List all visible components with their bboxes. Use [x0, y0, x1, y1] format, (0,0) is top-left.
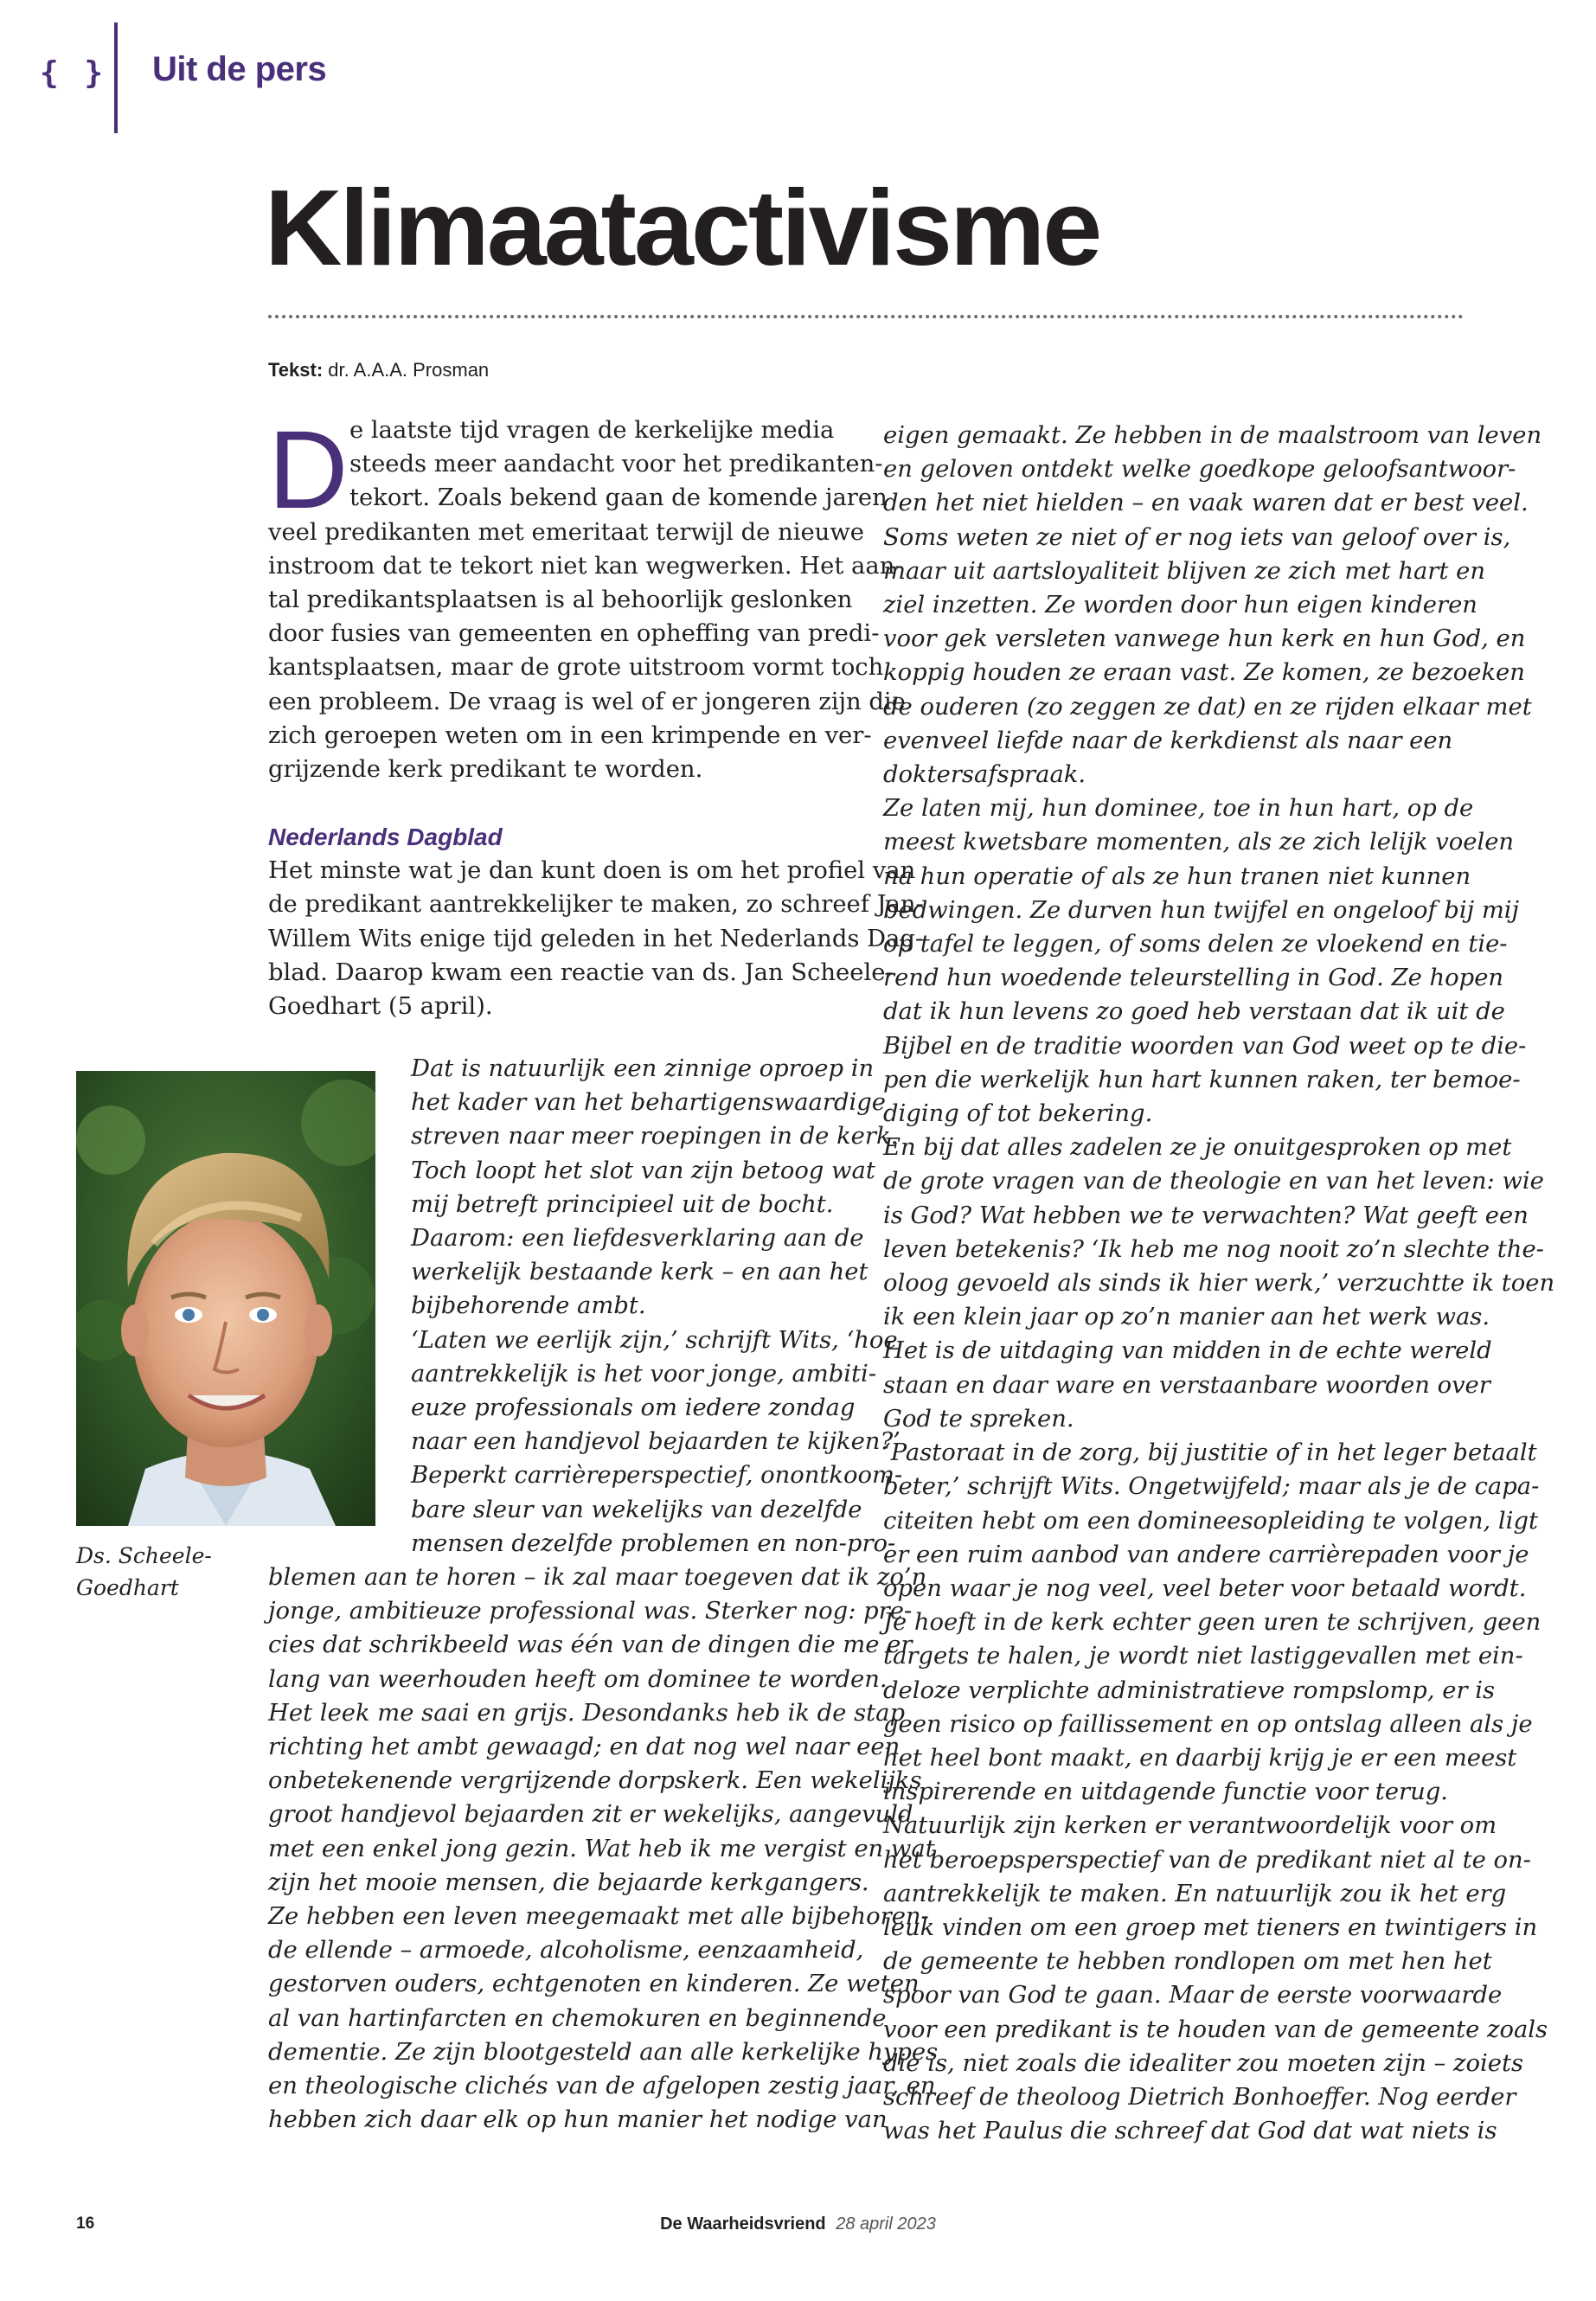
right-column-line: rend hun woedende teleurstelling in God. Ze hopen — [883, 965, 1504, 992]
right-column-line: pen die werkelijk hun hart kunnen raken, ter bemoe- — [883, 1066, 1521, 1093]
right-column-line: was het Paulus die schreef dat God dat wat niets is — [883, 2118, 1497, 2145]
intro-line: kantsplaatsen, maar de grote uitstroom vormt toch — [268, 654, 884, 682]
right-column-line: de ouderen (zo zeggen ze dat) en ze rijden elkaar met — [883, 693, 1532, 721]
right-column-line: doktersafspraak. — [883, 761, 1086, 789]
quote-line: jonge, ambitieuze professional was. Sterker nog: pre- — [268, 1598, 913, 1625]
para2-line: Het minste wat je dan kunt doen is om het profiel van — [268, 857, 916, 885]
right-column-line: open waar je nog veel, veel beter voor betaald wordt. — [883, 1574, 1527, 1602]
article-title: Klimaatactivisme — [265, 169, 1100, 288]
quote-line: het kader van het behartigenswaardige — [411, 1089, 887, 1117]
intro-paragraph — [268, 516, 906, 787]
right-column-line: oloog gevoeld als sinds ik hier werk,’ verzuchtte ik toen — [883, 1270, 1555, 1298]
paragraph-2 — [268, 820, 924, 1023]
quote-line: bijbehorende ambt. — [411, 1292, 646, 1320]
quote-line: met een enkel jong gezin. Wat heb ik me vergist en wat — [268, 1835, 935, 1862]
quote-line: Dat is natuurlijk een zinnige oproep in — [411, 1055, 875, 1082]
footer — [0, 2214, 1596, 2234]
quote-line: werkelijk bestaande kerk – en aan het — [411, 1259, 869, 1286]
subheading: Nederlands Dagblad — [268, 824, 503, 850]
right-column-line: staan en daar ware en verstaanbare woorden over — [883, 1371, 1490, 1399]
intro-line: een probleem. De vraag is wel of er jongeren zijn die — [268, 688, 906, 715]
quote-narrow — [411, 1052, 902, 1561]
intro-line: zich geroepen weten om in een krimpende en ver- — [268, 721, 872, 749]
quote-line: gestorven ouders, echtgenoten en kinderen. Ze weten — [268, 1971, 920, 1998]
caption-line: Goedhart — [76, 1575, 179, 1600]
quote-line: aantrekkelijk is het voor jonge, ambiti- — [411, 1360, 877, 1388]
byline-author: dr. A.A.A. Prosman — [328, 359, 490, 381]
right-column-line: ‘Pastoraat in de zorg, bij justitie of in het leger betaalt — [883, 1439, 1537, 1467]
quote-line: dementie. Ze zijn blootgesteld aan alle kerkelijke hypes — [268, 2038, 939, 2066]
right-column-line: eigen gemaakt. Ze hebben in de maalstroom van leven — [883, 422, 1542, 449]
intro-indented — [349, 413, 888, 516]
para2-line: blad. Daarop kwam een reactie van ds. Jan Scheele- — [268, 958, 894, 986]
right-column-line: targets te halen, je wordt niet lastiggevallen met ein- — [883, 1643, 1523, 1670]
intro-line: door fusies van gemeenten en opheffing van predi- — [268, 620, 880, 648]
quote-line: Ze hebben een leven meegemaakt met alle bijbehoren- — [268, 1903, 929, 1931]
right-column-line: na hun operatie of als ze hun tranen niet kunnen — [883, 862, 1471, 890]
caption-line: Ds. Scheele- — [76, 1543, 212, 1568]
right-column-line: ziel inzetten. Ze worden door hun eigen kinderen — [883, 592, 1477, 619]
right-column-line: Je hoeft in de kerk echter geen uren te schrijven, geen — [883, 1609, 1542, 1637]
drop-cap: D — [268, 408, 349, 532]
portrait-image — [76, 1071, 375, 1526]
right-column-line: het beroepsperspectief van de predikant niet al te on- — [883, 1846, 1531, 1874]
quote-line: zijn het mooie mensen, die bejaarde kerkgangers. — [268, 1868, 869, 1896]
right-column — [883, 419, 1554, 2148]
quote-wide — [268, 1561, 938, 2137]
issue-date: 28 april 2023 — [836, 2214, 936, 2234]
quote-line: mij betreft principieel uit de bocht. — [411, 1190, 834, 1218]
photo-caption — [76, 1540, 212, 1604]
right-column-line: aantrekkelijk te maken. En natuurlijk zou ik het erg — [883, 1880, 1507, 1907]
intro-line: steeds meer aandacht voor het predikanten- — [349, 451, 883, 478]
para2-line: Goedhart (5 april). — [268, 993, 493, 1021]
right-column-line: God te spreken. — [883, 1405, 1074, 1433]
right-column-line: voor gek versleten vanwege hun kerk en hun God, en — [883, 625, 1526, 653]
right-column-line: het heel bont maakt, en daarbij krijg je er een meest — [883, 1744, 1517, 1772]
author-photo — [76, 1071, 375, 1526]
right-column-line: spoor van God te gaan. Maar de eerste voorwaarde — [883, 1982, 1503, 2009]
quote-line: de ellende – armoede, alcoholisme, eenzaamheid, — [268, 1937, 864, 1965]
intro-line: grijzende kerk predikant te worden. — [268, 756, 703, 784]
intro-line: e laatste tijd vragen de kerkelijke media — [349, 417, 835, 444]
right-column-line: geen risico op faillissement en op ontslag alleen als je — [883, 1710, 1533, 1738]
right-column-line: bedwingen. Ze durven hun twijfel en ongeloof bij mij — [883, 896, 1520, 924]
para2-line: de predikant aantrekkelijker te maken, zo schreef Jan- — [268, 891, 924, 919]
right-column-line: beter,’ schrijft Wits. Ongetwijfeld; maar als je de capa- — [883, 1473, 1540, 1501]
right-column-line: maar uit aartsloyaliteit blijven ze zich met hart en — [883, 557, 1485, 585]
section-label: Uit de pers — [152, 50, 327, 88]
quote-line: Het leek me saai en grijs. Desondanks heb ik de stap — [268, 1699, 906, 1727]
quote-line: bare sleur van wekelijks van dezelfde — [411, 1496, 862, 1523]
right-column-line: deloze verplichte administratieve rompslomp, er is — [883, 1676, 1496, 1704]
right-column-line: inspirerende en uitdagende functie voor terug. — [883, 1779, 1449, 1806]
quote-line: lang van weerhouden heeft om dominee te worden. — [268, 1665, 888, 1693]
right-column-line: de gemeente te hebben rondlopen om met hen het — [883, 1948, 1492, 1976]
right-column-line: ik een klein jaar op zo’n manier aan het werk was. — [883, 1304, 1490, 1331]
para2-line: Willem Wits enige tijd geleden in het Nederlands Dag- — [268, 925, 924, 952]
right-column-line: meest kwetsbare momenten, als ze zich lelijk voelen — [883, 829, 1515, 856]
right-column-line: evenveel liefde naar de kerkdienst als naar een — [883, 727, 1453, 754]
braces-icon: { } — [40, 55, 107, 91]
magazine-name: De Waarheidsvriend — [660, 2214, 826, 2234]
right-column-line: is God? Wat hebben we te verwachten? Wat geeft een — [883, 1202, 1529, 1229]
right-column-line: en geloven ontdekt welke goedkope geloofsantwoor- — [883, 456, 1516, 484]
right-column-line: den het niet hielden – en vaak waren dat er best veel. — [883, 490, 1529, 517]
quote-line: naar een handjevol bejaarden te kijken?’ — [411, 1428, 901, 1456]
right-column-line: schreef de theoloog Dietrich Bonhoeffer. Nog eerder — [883, 2083, 1516, 2111]
intro-line: instroom dat te tekort niet kan wegwerken. Het aan- — [268, 552, 903, 580]
quote-line: Daarom: een liefdesverklaring aan de — [411, 1225, 864, 1253]
header-divider — [114, 22, 118, 133]
right-column-line: leuk vinden om een groep met tieners en twintigers in — [883, 1913, 1538, 1941]
page-number: 16 — [76, 2214, 95, 2233]
right-column-line: En bij dat alles zadelen ze je onuitgesproken op met — [883, 1134, 1512, 1162]
quote-line: mensen dezelfde problemen en non-pro- — [411, 1529, 896, 1557]
title-divider — [268, 315, 1464, 318]
right-column-line: leven betekenis? ‘Ik heb me nog nooit zo’n slechte the- — [883, 1235, 1544, 1263]
right-column-line: dat ik hun levens zo goed heb verstaan dat ik uit de — [883, 998, 1505, 1026]
quote-line: Beperkt carrièreperspectief, onontkoom- — [411, 1462, 903, 1490]
right-column-line: Bijbel en de traditie woorden van God weet op te die- — [883, 1032, 1527, 1060]
right-column-line: koppig houden ze eraan vast. Ze komen, ze bezoeken — [883, 659, 1525, 687]
byline-label: Tekst: — [268, 359, 324, 381]
quote-line: richting het ambt gewaagd; en dat nog wel naar een — [268, 1734, 901, 1761]
right-column-line: die is, niet zoals die idealiter zou moeten zijn – zoiets — [883, 2049, 1524, 2077]
right-column-line: Ze laten mij, hun dominee, toe in hun hart, op de — [883, 795, 1474, 823]
right-column-line: Natuurlijk zijn kerken er verantwoordelijk voor om — [883, 1812, 1497, 1840]
quote-line: Toch loopt het slot van zijn betoog wat — [411, 1157, 875, 1184]
right-column-line: voor een predikant is te houden van de gemeente zoals — [883, 2016, 1548, 2043]
right-column-line: op tafel te leggen, of soms delen ze vloekend en tie- — [883, 931, 1508, 958]
quote-line: al van hartinfarcten en chemokuren en beginnende — [268, 2004, 887, 2032]
intro-line: tekort. Zoals bekend gaan de komende jaren — [349, 484, 888, 512]
right-column-line: de grote vragen van de theologie en van het leven: wie — [883, 1168, 1544, 1195]
right-column-line: diging of tot bekering. — [883, 1100, 1153, 1128]
intro-line: tal predikantsplaatsen is al behoorlijk geslonken — [268, 586, 853, 613]
quote-line: onbetekenende vergrijzende dorpskerk. Een wekelijks — [268, 1767, 922, 1795]
right-column-line: citeiten hebt om een domineesopleiding te volgen, ligt — [883, 1507, 1538, 1535]
quote-line: cies dat schrikbeeld was één van de dingen die me er — [268, 1631, 913, 1659]
intro-line: veel predikanten met emeritaat terwijl de nieuwe — [268, 518, 864, 546]
quote-line: en theologische clichés van de afgelopen zestig jaar, en — [268, 2073, 936, 2100]
right-column-line: er een ruim aanbod van andere carrièrepaden voor je — [883, 1541, 1529, 1568]
right-column-line: Het is de uitdaging van midden in de echte wereld — [883, 1337, 1492, 1365]
quote-line: euze professionals om iedere zondag — [411, 1394, 856, 1422]
quote-line: streven naar meer roepingen in de kerk. — [411, 1123, 899, 1150]
quote-line: blemen aan te horen – ik zal maar toegeven dat ik zo’n — [268, 1564, 927, 1591]
quote-line: ‘Laten we eerlijk zijn,’ schrijft Wits, ‘hoe — [411, 1326, 898, 1354]
quote-line: hebben zich daar elk op hun manier het nodige van — [268, 2106, 888, 2134]
byline — [268, 359, 489, 381]
right-column-line: Soms weten ze niet of er nog iets van geloof over is, — [883, 523, 1511, 551]
quote-line: groot handjevol bejaarden zit er wekelijks, aangevuld — [268, 1801, 913, 1829]
